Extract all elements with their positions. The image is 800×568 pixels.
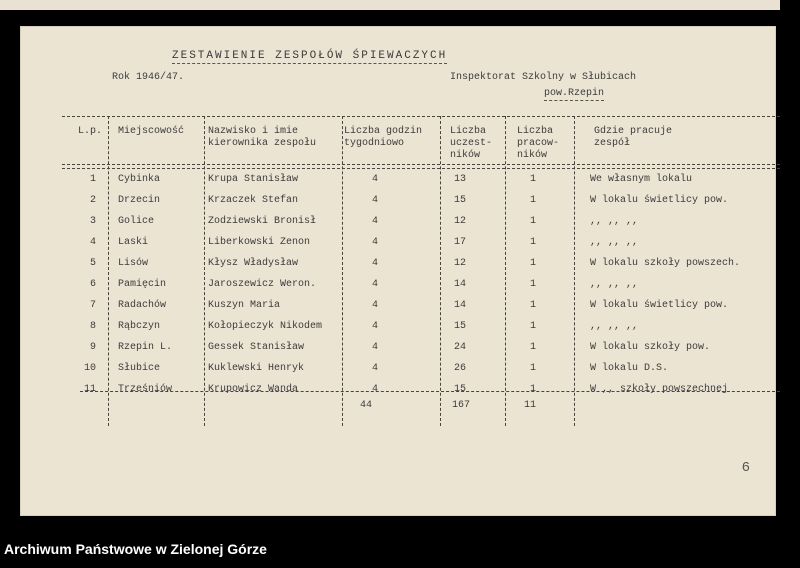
page-mark: 6	[741, 460, 750, 476]
cell-where: W lokalu świetlicy pow.	[590, 300, 729, 311]
cell-lp: 6	[89, 279, 96, 290]
cell-lp: 2	[89, 195, 96, 206]
cell-workers: 1	[530, 174, 537, 185]
header-place: Miejscowość	[118, 126, 185, 137]
cell-workers: 1	[530, 237, 537, 248]
cell-lp: 11	[83, 384, 96, 395]
cell-where: ,, ,, ,,	[590, 279, 639, 290]
document-title: ZESTAWIENIE ZESPOŁÓW ŚPIEWACZYCH	[172, 50, 448, 62]
header-hours: Liczba godzin	[344, 126, 423, 137]
cell-workers: 1	[530, 363, 537, 374]
archive-name: Archiwum Państwowe w Zielonej Górze	[4, 541, 267, 557]
cell-leader: Zodziewski Bronisł	[208, 216, 317, 227]
cell-lp: 7	[89, 300, 96, 311]
cell-workers: 1	[530, 258, 537, 269]
header-where-2: zespół	[594, 138, 631, 149]
col-divider	[505, 116, 506, 426]
cell-leader: Kuszyn Maria	[208, 300, 281, 311]
total-workers: 11	[524, 400, 537, 411]
cell-where: ,, ,, ,,	[590, 216, 639, 227]
header-members-3: ników	[450, 150, 481, 161]
cell-leader: Gessek Stanisław	[208, 342, 305, 353]
total-members: 167	[452, 400, 471, 411]
cell-leader: Krupa Stanisław	[208, 174, 299, 185]
cell-hours: 4	[372, 321, 379, 332]
cell-place: Golice	[118, 216, 155, 227]
cell-members: 14	[454, 279, 467, 290]
cell-lp: 4	[89, 237, 96, 248]
cell-members: 14	[454, 300, 467, 311]
cell-hours: 4	[372, 300, 379, 311]
header-workers-2: pracow-	[517, 138, 560, 149]
col-divider	[574, 116, 575, 426]
col-divider	[204, 116, 205, 426]
cell-workers: 1	[530, 321, 537, 332]
cell-lp: 10	[83, 363, 96, 374]
cell-place: Laski	[118, 237, 149, 248]
cell-place: Drzecin	[118, 195, 161, 206]
cell-hours: 4	[372, 237, 379, 248]
cell-lp: 1	[89, 174, 96, 185]
cell-hours: 4	[372, 216, 379, 227]
cell-hours: 4	[372, 195, 379, 206]
cell-lp: 5	[89, 258, 96, 269]
cell-lp: 8	[89, 321, 96, 332]
cell-where: ,, ,, ,,	[590, 321, 639, 332]
sheet-edge	[0, 0, 780, 10]
cell-members: 12	[454, 258, 467, 269]
total-hours: 44	[360, 400, 373, 411]
cell-place: Lisów	[118, 258, 149, 269]
cell-leader: Kołopieczyk Nikodem	[208, 321, 323, 332]
cell-workers: 1	[530, 279, 537, 290]
header-members-2: uczest-	[450, 138, 493, 149]
cell-place: Rzepin L.	[118, 342, 173, 353]
header-members: Liczba	[450, 126, 487, 137]
cell-leader: Kuklewski Henryk	[208, 363, 305, 374]
cell-where: ,, ,, ,,	[590, 237, 639, 248]
cell-hours: 4	[372, 258, 379, 269]
cell-leader: Krzaczek Stefan	[208, 195, 299, 206]
cell-where: W lokalu D.S.	[590, 363, 669, 374]
cell-place: Rąbczyn	[118, 321, 161, 332]
cell-hours: 4	[372, 342, 379, 353]
cell-where: W lokalu szkoły powszech.	[590, 258, 741, 269]
cell-lp: 3	[89, 216, 96, 227]
table-top-line	[62, 116, 780, 117]
header-workers: Liczba	[517, 126, 554, 137]
cell-workers: 1	[530, 300, 537, 311]
cell-hours: 4	[372, 279, 379, 290]
header-where: Gdzie pracuje	[594, 126, 673, 137]
cell-leader: Jaroszewicz Weron.	[208, 279, 317, 290]
cell-workers: 1	[530, 384, 537, 395]
school-year: Rok 1946/47.	[112, 72, 185, 83]
cell-members: 15	[454, 195, 467, 206]
col-divider	[342, 116, 343, 426]
archive-footer	[0, 528, 800, 568]
cell-where: W lokalu szkoły pow.	[590, 342, 711, 353]
cell-members: 24	[454, 342, 467, 353]
cell-lp: 9	[89, 342, 96, 353]
cell-hours: 4	[372, 363, 379, 374]
cell-leader: Kłysz Władysław	[208, 258, 299, 269]
header-lp: L.p.	[78, 126, 103, 137]
cell-members: 15	[454, 321, 467, 332]
cell-place: Pamięcin	[118, 279, 167, 290]
cell-place: Radachów	[118, 300, 167, 311]
cell-hours: 4	[372, 174, 379, 185]
cell-hours: 4	[372, 384, 379, 395]
cell-where: W lokalu świetlicy pow.	[590, 195, 729, 206]
header-leader-2: kierownika zespołu	[208, 138, 317, 149]
document-page	[20, 26, 776, 516]
cell-leader: Liberkowski Zenon	[208, 237, 311, 248]
header-leader: Nazwisko i imie	[208, 126, 299, 137]
cell-workers: 1	[530, 342, 537, 353]
header-bottom-line	[62, 164, 780, 165]
col-divider	[108, 116, 109, 426]
cell-where: W ,, szkoły powszechnej	[590, 384, 729, 395]
cell-members: 15	[454, 384, 467, 395]
header-workers-3: ników	[517, 150, 548, 161]
cell-place: Cybinka	[118, 174, 161, 185]
cell-leader: Krupowicz Wanda	[208, 384, 299, 395]
header-hours-2: tygodniowo	[344, 138, 405, 149]
cell-where: We własnym lokalu	[590, 174, 693, 185]
cell-place: Słubice	[118, 363, 161, 374]
inspectorate: Inspektorat Szkolny w Słubicach	[450, 72, 637, 83]
col-divider	[440, 116, 441, 426]
cell-workers: 1	[530, 195, 537, 206]
cell-members: 12	[454, 216, 467, 227]
cell-members: 13	[454, 174, 467, 185]
cell-members: 26	[454, 363, 467, 374]
district: pow.Rzepin	[544, 88, 605, 99]
cell-workers: 1	[530, 216, 537, 227]
cell-members: 17	[454, 237, 467, 248]
header-bottom-line-2	[62, 168, 780, 169]
cell-place: Trześniów	[118, 384, 173, 395]
